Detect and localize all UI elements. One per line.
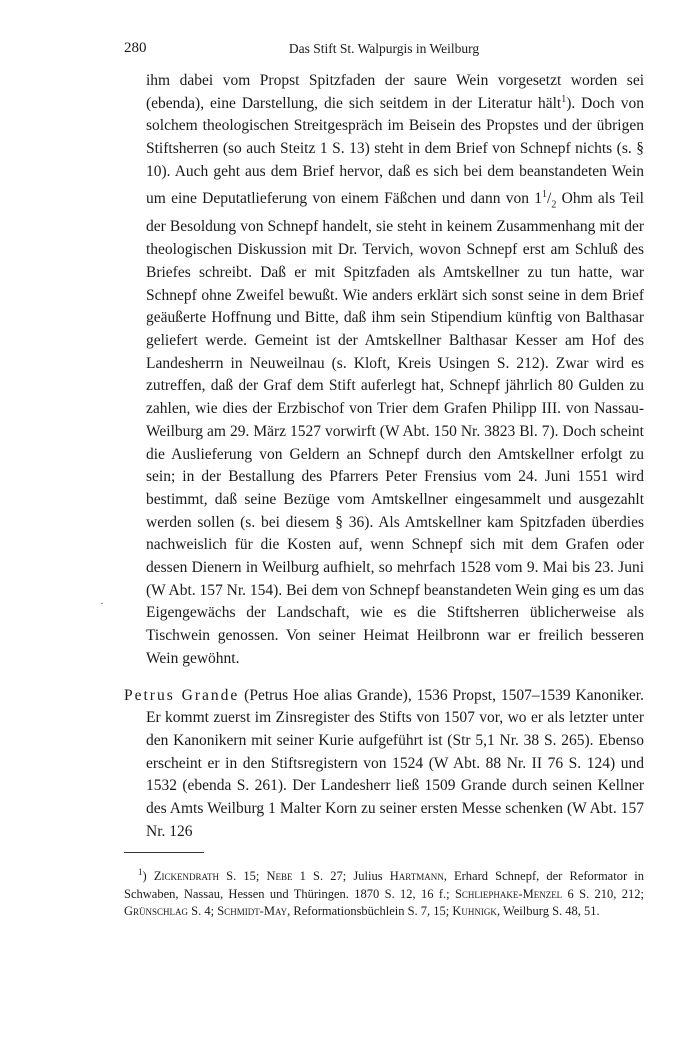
page-header	[124, 40, 644, 60]
paragraph-schnepf-wine: ihm dabei vom Propst Spitzfaden der saure Wein vorgesetzt worden sei (ebenda), eine Darstellung, die sich seitdem in der Literatur hält$^1$). Doch von solchem theologischen Streitgespräch im Beisein des Propstes und der übrigen Stiftsherren (so auch Steitz 1 S. 13) steht in dem Brief von Schnepf nichts (s. § 10). Auch geht aus dem Brief hervor, daß es sich bei dem beanstandeten Wein um eine Deputatlieferung von einem Fäßchen und dann von $1^1/_2$ Ohm als Teil der Besoldung von Schnepf handelt, sie steht in keinem Zusammenhang mit der theologischen Diskussion mit Dr. Tervich, wovon Schnepf erst am Schluß des Briefes schreibt. Daß er mit Spitzfaden als Amtskellner zu tun hatte, war Schnepf ohne Zweifel bewußt. Wie anders erklärt sich sonst seine in dem Brief geäußerte Hoffnung und Bitte, daß ihm sein Stipendium künftig von Balthasar geliefert werde. Gemeint ist der Amtskellner Balthasar Kesser am Hof des Landesherrn in Neuweilnau (s. Kloft, Kreis Usingen S. 212). Zwar wird es zutreffen, daß der Graf dem Stift auferlegt hat, Schnepf jährlich 80 Gulden zu zahlen, wie dies der Erzbischof von Trier dem Grafen Philipp III. von Nassau-Weilburg am 29. März 1527 vorwirft (W Abt. 150 Nr. 3823 Bl. 7). Doch scheint die Auslieferung von Geldern an Schnepf durch den Amtskellner erfolgt zu sein; in der Bestallung des Pfarrers Peter Frensius vom 24. Juni 1551 wird bestimmt, daß seine Bezüge vom Amtskellner eingesammelt und ausgezahlt werden sollen (s. bei diesem § 36). Als Amtskellner kam Spitzfaden überdies nachweislich für die Kosten auf, wenn Schnepf sich mit dem Grafen oder dessen Dienern in Weilburg aufhielt, so mehrfach 1528 vom 9. Mai bis 23. Juni (W Abt. 157 Nr. 154). Bei dem von Schnepf beanstandeten Wein ging es um das Eigengewächs der Landschaft, wie es die Stiftsherren üblicherweise als Tischwein genossen. Von seiner Heimat Heilbronn war er freilich besseren Wein gewöhnt.	[146, 72, 644, 667]
footnote-author: Hartmann	[389, 869, 444, 884]
page-number: 280	[124, 40, 147, 56]
paragraph-text: ). Doch von solchem theologischen Streitgespräch im Beisein des Propstes und der übrigen Stiftsherren (so auch Steitz 1 S. 13) steht in dem Brief von Schnepf nichts (s. § 10). Auch geht aus dem Brief hervor, daß es sich bei dem beanstandeten Wein um eine Deputatlieferung von einem Fäßchen und dann von 1	[146, 94, 644, 207]
footnote-text: , Reformationsbüchlein S. 7, 15;	[287, 904, 453, 919]
footnote-text: S. 15;	[218, 869, 267, 884]
footnote-1	[124, 864, 644, 921]
footnote-author: Zickendrath	[153, 869, 219, 884]
footnote-text: , Erhard Schnepf, der Reformator in Schwaben, Nassau, Hessen und Thüringen. 1870 S. 12, 16 f.;	[124, 869, 644, 901]
main-text	[124, 70, 644, 843]
footnote-author: Kuhnigk	[452, 904, 497, 919]
footnote-text: S. 4;	[188, 904, 218, 919]
footnote-author: Schmidt-May	[217, 904, 288, 919]
footnote-author: Nebe	[266, 869, 293, 884]
paragraph-text: ihm dabei vom Propst Spitzfaden der saure Wein vorgesetzt worden sei (ebenda), eine Darstellung, die sich seitdem in der Literatur hält	[146, 72, 644, 112]
running-title: Das Stift St. Walpurgis in Weilburg	[288, 41, 480, 56]
fraction-numerator: 1	[542, 188, 548, 200]
entry-name: Petrus Grande	[124, 686, 240, 704]
entry-text: (Petrus Hoe alias Grande), 1536 Propst, 1507–1539 Kanoniker. Er kommt zuerst im Zinsregister des Stifts von 1507 vor, wo er als letzter unter den Kanonikern mit seiner Kurie aufgeführt ist (Str 5,1 Nr. 38 S. 265). Ebenso erscheint er in den Stiftsregistern von 1524 (W Abt. 88 Nr. II 76 S. 124) und 1532 (ebenda S. 261). Der Landesherr ließ 1509 Grande durch seinen Kellner des Amts Weilburg 1 Malter Korn zu seiner ersten Messe schenken (W Abt. 157 Nr. 126	[146, 686, 644, 840]
margin-mark: ·	[100, 596, 104, 610]
footnote-text: 6 S. 210, 212;	[562, 886, 644, 901]
footnote-text: , Weilburg S. 48, 51.	[496, 904, 600, 919]
entry-petrus-grande	[124, 685, 644, 844]
footnote-divider	[124, 852, 204, 853]
footnote-author: Schliephake-Menzel	[454, 886, 563, 901]
footnotes	[124, 864, 644, 921]
footnote-marker: $^1$)	[138, 867, 147, 884]
footnote-reference: 1	[561, 93, 567, 105]
footnote-author: Grünschlag	[124, 904, 189, 919]
fraction-denominator: 2	[551, 198, 557, 210]
footnote-text: 1 S. 27; Julius	[292, 869, 390, 884]
paragraph-text: Ohm als Teil der Besoldung von Schnepf handelt, sie steht in keinem Zusammenhang mit der theologischen Diskussion mit Dr. Tervich, wovon Schnepf erst am Schluß des Briefes schreibt. Daß er mit Spitzfaden als Amtskellner zu tun hatte, war Schnepf ohne Zweifel bewußt. Wie anders erklärt sich sonst seine in dem Brief geäußerte Hoffnung und Bitte, daß ihm sein Stipendium künftig von Balthasar geliefert werde. Gemeint ist der Amtskellner Balthasar Kesser am Hof des Landesherrn in Neuweilnau (s. Kloft, Kreis Usingen S. 212). Zwar wird es zutreffen, daß der Graf dem Stift auferlegt hat, Schnepf jährlich 80 Gulden zu zahlen, wie dies der Erzbischof von Trier dem Grafen Philipp III. von Nassau-Weilburg am 29. März 1527 vorwirft (W Abt. 150 Nr. 3823 Bl. 7). Doch scheint die Auslieferung von Geldern an Schnepf durch den Amtskellner erfolgt zu sein; in der Bestallung des Pfarrers Peter Frensius vom 24. Juni 1551 wird bestimmt, daß seine Bezüge vom Amtskellner eingesammelt und ausgezahlt werden sollen (s. bei diesem § 36). Als Amtskellner kam Spitzfaden überdies nachweislich für die Kosten auf, wenn Schnepf sich mit dem Grafen oder dessen Dienern in Weilburg aufhielt, so mehrfach 1528 vom 9. Mai bis 23. Juni (W Abt. 157 Nr. 154). Bei dem von Schnepf beanstandeten Wein ging es um das Eigengewächs der Landschaft, wie es die Stiftsherren üblicherweise als Tischwein genossen. Von seiner Heimat Heilbronn war er freilich besseren Wein gewöhnt.	[146, 189, 644, 667]
